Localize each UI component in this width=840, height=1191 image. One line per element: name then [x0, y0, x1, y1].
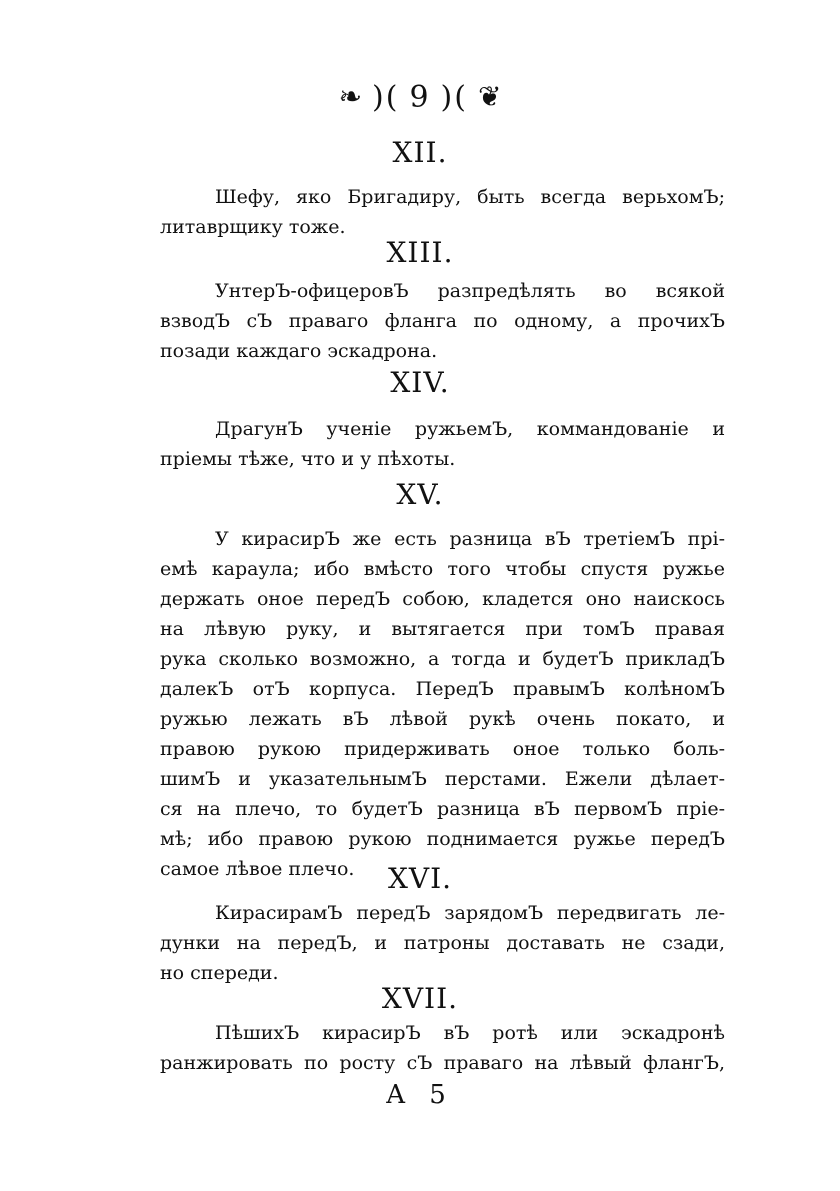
text-line: дунки на передЪ, и патроны доставать не сзади,	[160, 932, 725, 954]
section-heading-xvii: XVII.	[381, 982, 459, 1015]
text-line: У кирасирЪ же есть разница вЪ третіемЪ прі-	[215, 528, 725, 550]
text-line: ся на плечо, то будетЪ разница вЪ первомЪ пріе-	[160, 798, 725, 820]
section-text-xvi	[160, 898, 725, 988]
text-line: ранжировать по росту сЪ праваго на лѣвый флангЪ,	[160, 1052, 725, 1074]
text-line: позади каждаго эскадрона.	[160, 340, 438, 362]
text-line: мѣ; ибо правою рукою поднимается ружье передЪ	[160, 828, 725, 850]
text-line: самое лѣвое плечо.	[160, 858, 355, 880]
text-line: правою рукою придерживать оное только боль-	[160, 738, 725, 760]
text-line: литаврщику тоже.	[160, 216, 346, 238]
section-text-xvii	[160, 1018, 725, 1078]
text-line: ПѣшихЪ кирасирЪ вЪ ротѣ или эскадронѣ	[215, 1022, 725, 1044]
page-number: 9	[409, 79, 431, 115]
text-line: далекЪ отЪ корпуса. ПередЪ правымЪ колѣномЪ	[160, 678, 725, 700]
section-heading-xv: XV.	[396, 478, 444, 511]
text-line: на лѣвую руку, и вытягается при томЪ правая	[160, 618, 725, 640]
text-line: емѣ караула; ибо вмѣсто того чтобы спустя ружье	[160, 558, 725, 580]
text-line: КирасирамЪ передЪ зарядомЪ передвигать ле-	[215, 902, 725, 924]
text-line: но спереди.	[160, 962, 279, 984]
page-header	[0, 72, 840, 122]
right-bracket: )(	[440, 79, 468, 115]
printer-signature-mark: A 5	[386, 1080, 454, 1110]
text-line: Шефу, яко Бригадиру, быть всегда верьхомЪ;	[215, 186, 725, 208]
text-line: держать оное передЪ собою, кладется оно наискось	[160, 588, 725, 610]
text-line: взводЪ сЪ праваго фланга по одному, а прочихЪ	[160, 310, 725, 332]
section-heading-xiii: XIII.	[386, 236, 454, 269]
text-line: пріемы тѣже, что и у пѣхоты.	[160, 448, 456, 470]
section-text-xiii	[160, 276, 725, 366]
text-line: шимЪ и указательнымЪ перстами. Ежели дѣлает-	[160, 768, 725, 790]
section-text-xii	[160, 182, 725, 242]
text-line: ДрагунЪ ученіе ружьемЪ, коммандованіе и	[215, 418, 725, 440]
section-text-xiv	[160, 414, 725, 474]
section-heading-xvi: XVI.	[387, 862, 453, 895]
text-line: УнтерЪ-офицеровЪ разпредѣлять во всякой	[215, 280, 725, 302]
right-ornament-icon: ❦	[477, 80, 502, 113]
text-line: рука сколько возможно, а тогда и будетЪ прикладЪ	[160, 648, 725, 670]
text-line: ружью лежать вЪ лѣвой рукѣ очень покато, и	[160, 708, 725, 730]
section-heading-xii: XII.	[392, 136, 448, 169]
left-bracket: )(	[372, 79, 400, 115]
section-text-xv	[160, 524, 725, 884]
section-heading-xiv: XIV.	[390, 366, 450, 399]
left-ornament-icon: ❧	[338, 80, 363, 113]
